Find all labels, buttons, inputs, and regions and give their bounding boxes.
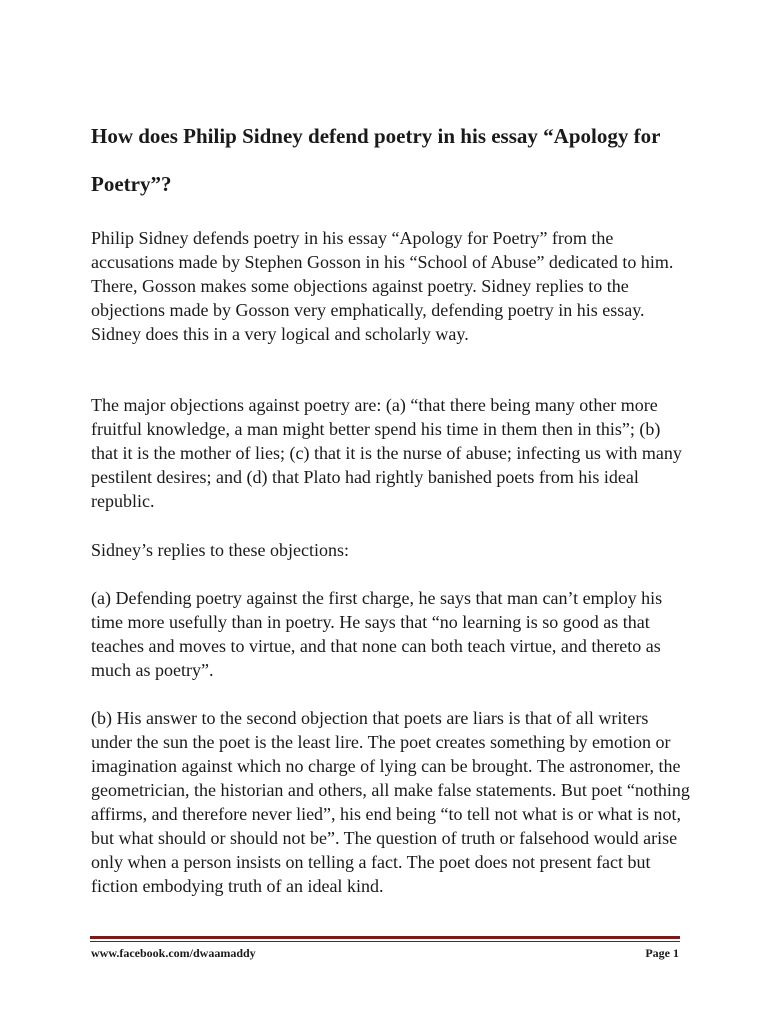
paragraph-objections: The major objections against poetry are: (a) “that there being many other more fruitful knowledge, a man might better spend his time in them then in this”; (b) that it is the mother of lies; (c) that it is the nurse of abuse; infecting us with many pestilent desires; and (d) that Plato had rightly banished poets from his ideal republic. (91, 395, 682, 511)
paragraph-intro: Philip Sidney defends poetry in his essay “Apology for Poetry” from the accusations made by Stephen Gosson in his “School of Abuse” dedicated to him. There, Gosson makes some objections against poetry. Sidney replies to the objections made by Gosson very emphatically, defending poetry in his essay. Sidney does this in a very logical and scholarly way. (91, 228, 674, 344)
paragraph-replies-heading: Sidney’s replies to these objections: (91, 540, 349, 560)
footer-page-number: Page 1 (645, 946, 679, 960)
footer-facebook-link[interactable]: www.facebook.com/dwaamaddy (91, 946, 256, 960)
page-title: How does Philip Sidney defend poetry in his essay “Apology for Poetry”? (91, 124, 661, 196)
paragraph-reply-a: (a) Defending poetry against the first charge, he says that man can’t employ his time more usefully than in poetry. He says that “no learning is so good as that teaches and moves to virtue, and that none can both teach virtue, and thereto as much as poetry”. (91, 588, 663, 680)
footer-divider-thin (90, 941, 680, 942)
footer-divider-thick (90, 936, 680, 939)
paragraph-reply-b: (b) His answer to the second objection that poets are liars is that of all writers under the sun the poet is the least lire. The poet creates something by emotion or imagination against which no charge of lying can be brought. The astronomer, the geometrician, the historian and others, all make false statements. But poet “nothing affirms, and therefore never lied”, his end being “to tell not what is or what is not, but what should or should not be”. The question of truth or falsehood would arise only when a person insists on telling a fact. The poet does not present fact but fiction embodying truth of an ideal kind. (91, 708, 690, 896)
